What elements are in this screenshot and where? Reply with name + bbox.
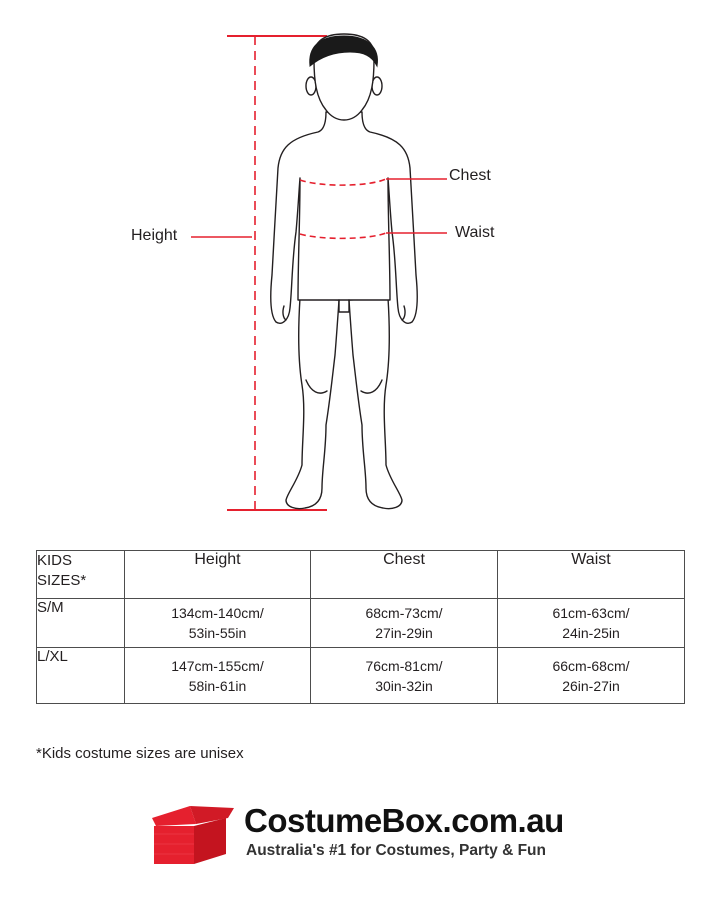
- brand-logo-block: [150, 802, 580, 872]
- brand-tagline: Australia's #1 for Costumes, Party & Fun: [246, 842, 546, 859]
- waist-column-header: Waist: [498, 551, 685, 599]
- height-column-header: Height: [125, 551, 311, 599]
- size-cell: L/XL: [37, 648, 125, 704]
- table-header-row: [37, 551, 685, 599]
- size-cell: S/M: [37, 599, 125, 648]
- red-box-icon: [150, 804, 236, 866]
- chest-cell: 76cm-81cm/ 30in-32in: [311, 648, 498, 704]
- chest-label: Chest: [449, 167, 491, 184]
- size-chart-table: [36, 550, 685, 704]
- waist-cell: 61cm-63cm/ 24in-25in: [498, 599, 685, 648]
- table-row: [37, 599, 685, 648]
- height-cell: 147cm-155cm/ 58in-61in: [125, 648, 311, 704]
- brand-name: CostumeBox.com.au: [244, 802, 564, 839]
- chest-cell: 68cm-73cm/ 27in-29in: [311, 599, 498, 648]
- waist-label: Waist: [455, 224, 495, 241]
- size-column-header: KIDS SIZES*: [37, 551, 125, 599]
- unisex-footnote: *Kids costume sizes are unisex: [36, 745, 244, 762]
- table-row: [37, 648, 685, 704]
- waist-cell: 66cm-68cm/ 26in-27in: [498, 648, 685, 704]
- height-cell: 134cm-140cm/ 53in-55in: [125, 599, 311, 648]
- height-label: Height: [131, 227, 178, 244]
- body-outline: [271, 34, 417, 509]
- chest-column-header: Chest: [311, 551, 498, 599]
